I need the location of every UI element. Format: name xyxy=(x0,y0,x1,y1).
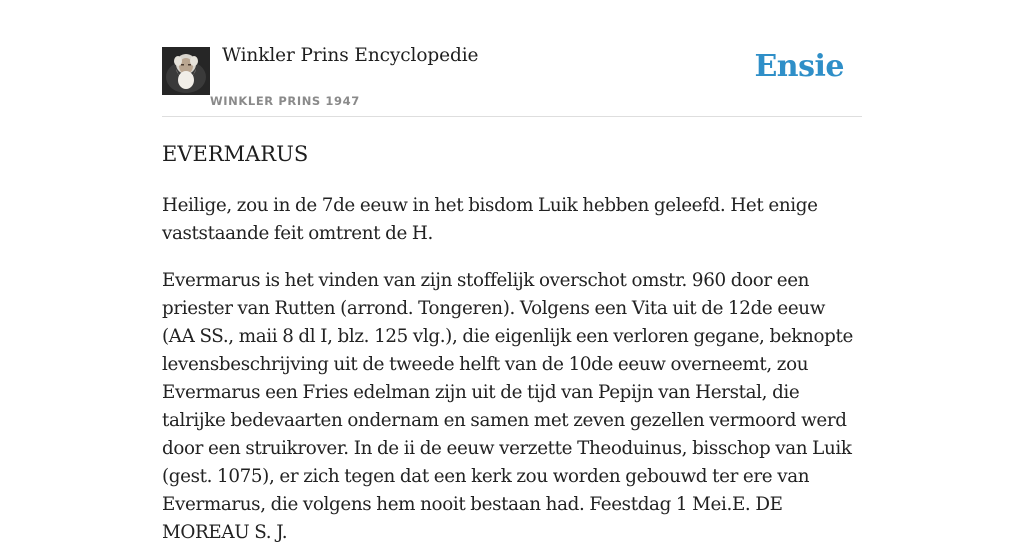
article-paragraph: Heilige, zou in de 7de eeuw in het bisdom Luik hebben geleefd. Het enige vaststaande feit omtrent de H. xyxy=(162,195,818,244)
bearded-man-portrait-icon xyxy=(162,47,210,95)
article-paragraph: Evermarus is het vinden van zijn stoffelijk overschot omstr. 960 door een priester van Rutten (arrond. Tongeren). Volgens een Vita uit de 12de eeuw (AA SS., maii 8 dl I, blz. 125 vlg.), die eigenlijk een verloren gegane, beknopte levensbeschrijving uit de tweede helft van de 10de eeuw overneemt, zou Evermarus een Fries edelman zijn uit de tijd van Pepijn van Herstal, die talrijke bedevaarten ondernam en samen met zeven gezellen vermoord werd door een struikrover. In de ii de eeuw verzette Theoduinus, bisschop van Luik (gest. 1075), er zich tegen dat een kerk zou worden gebouwd ter ere van Evermarus, die volgens hem nooit bestaan had. Feestdag 1 Mei.E. DE MOREAU S. J. xyxy=(162,270,853,543)
article-headword: EVERMARUS xyxy=(162,142,309,166)
source-title[interactable]: Winkler Prins Encyclopedie xyxy=(222,45,479,66)
source-subtitle[interactable]: WINKLER PRINS 1947 xyxy=(210,94,360,108)
avatar[interactable] xyxy=(162,47,210,95)
source-header xyxy=(162,0,862,117)
page xyxy=(162,0,862,543)
brand-logo-link[interactable]: Ensie xyxy=(754,49,844,84)
